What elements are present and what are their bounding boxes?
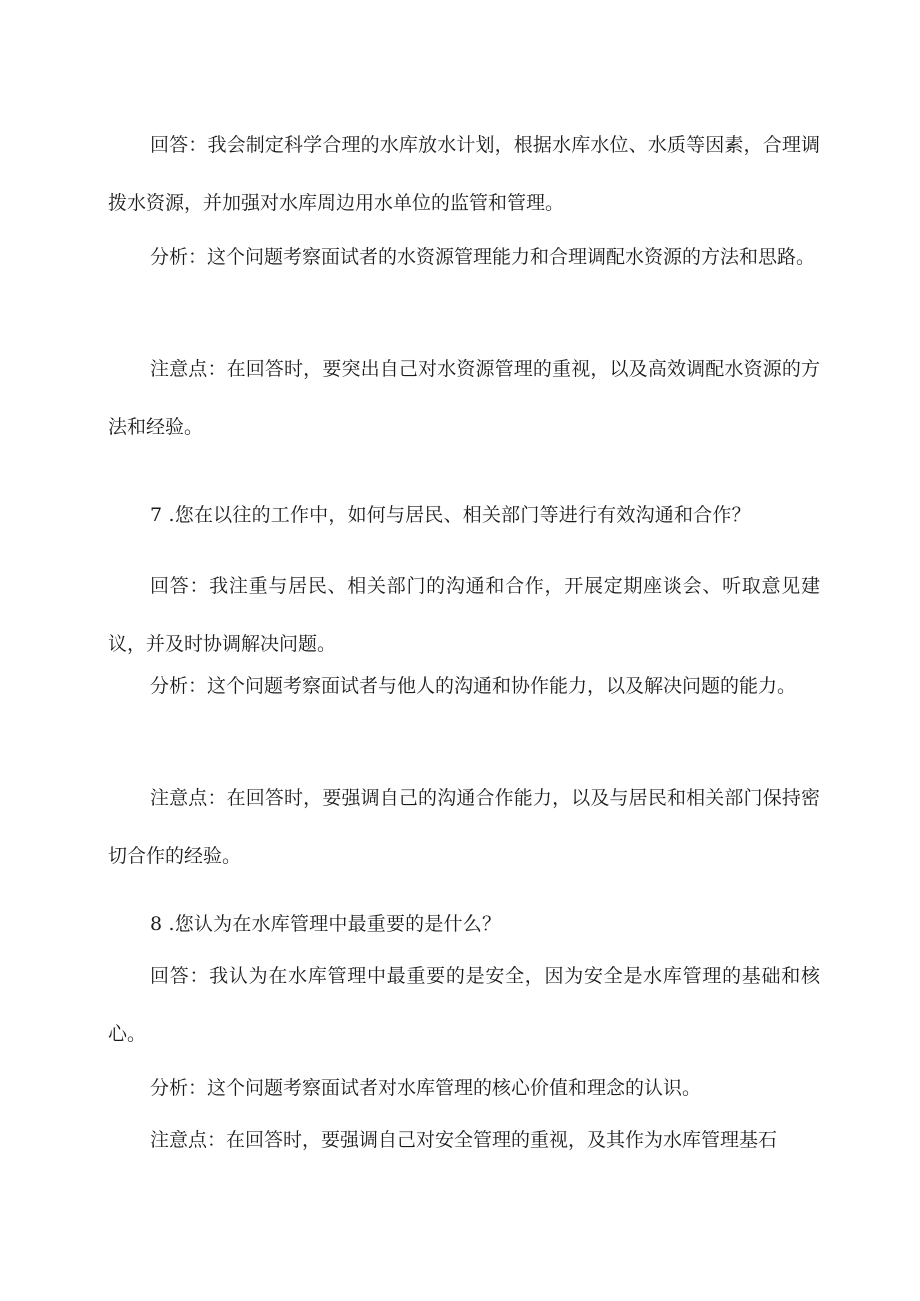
note-paragraph: 注意点：在回答时，要突出自己对水资源管理的重视，以及高效调配水资源的方法和经验。 (108, 358, 820, 438)
analysis-paragraph: 分析：这个问题考察面试者与他人的沟通和协作能力，以及解决问题的能力。 (150, 675, 797, 697)
answer-paragraph: 回答：我认为在水库管理中最重要的是安全，因为安全是水库管理的基础和核心。 (108, 965, 820, 1045)
question-8: 8 .您认为在水库管理中最重要的是什么？ (150, 913, 502, 935)
answer-paragraph: 回答：我注重与居民、相关部门的沟通和合作，开展定期座谈会、听取意见建议，并及时协调解决问题。 (108, 575, 820, 655)
answer-paragraph: 回答：我会制定科学合理的水库放水计划，根据水库水位、水质等因素，合理调拨水资源，并加强对水库周边用水单位的监管和管理。 (108, 134, 820, 214)
analysis-paragraph: 分析：这个问题考察面试者的水资源管理能力和合理调配水资源的方法和思路。 (150, 246, 816, 268)
note-paragraph: 注意点：在回答时，要强调自己对安全管理的重视，及其作为水库管理基石 (150, 1129, 778, 1151)
note-paragraph: 注意点：在回答时，要强调自己的沟通合作能力，以及与居民和相关部门保持密切合作的经验。 (108, 787, 820, 867)
analysis-paragraph: 分析：这个问题考察面试者对水库管理的核心价值和理念的认识。 (150, 1077, 702, 1099)
question-7: 7 .您在以往的工作中，如何与居民、相关部门等进行有效沟通和合作？ (150, 504, 751, 526)
